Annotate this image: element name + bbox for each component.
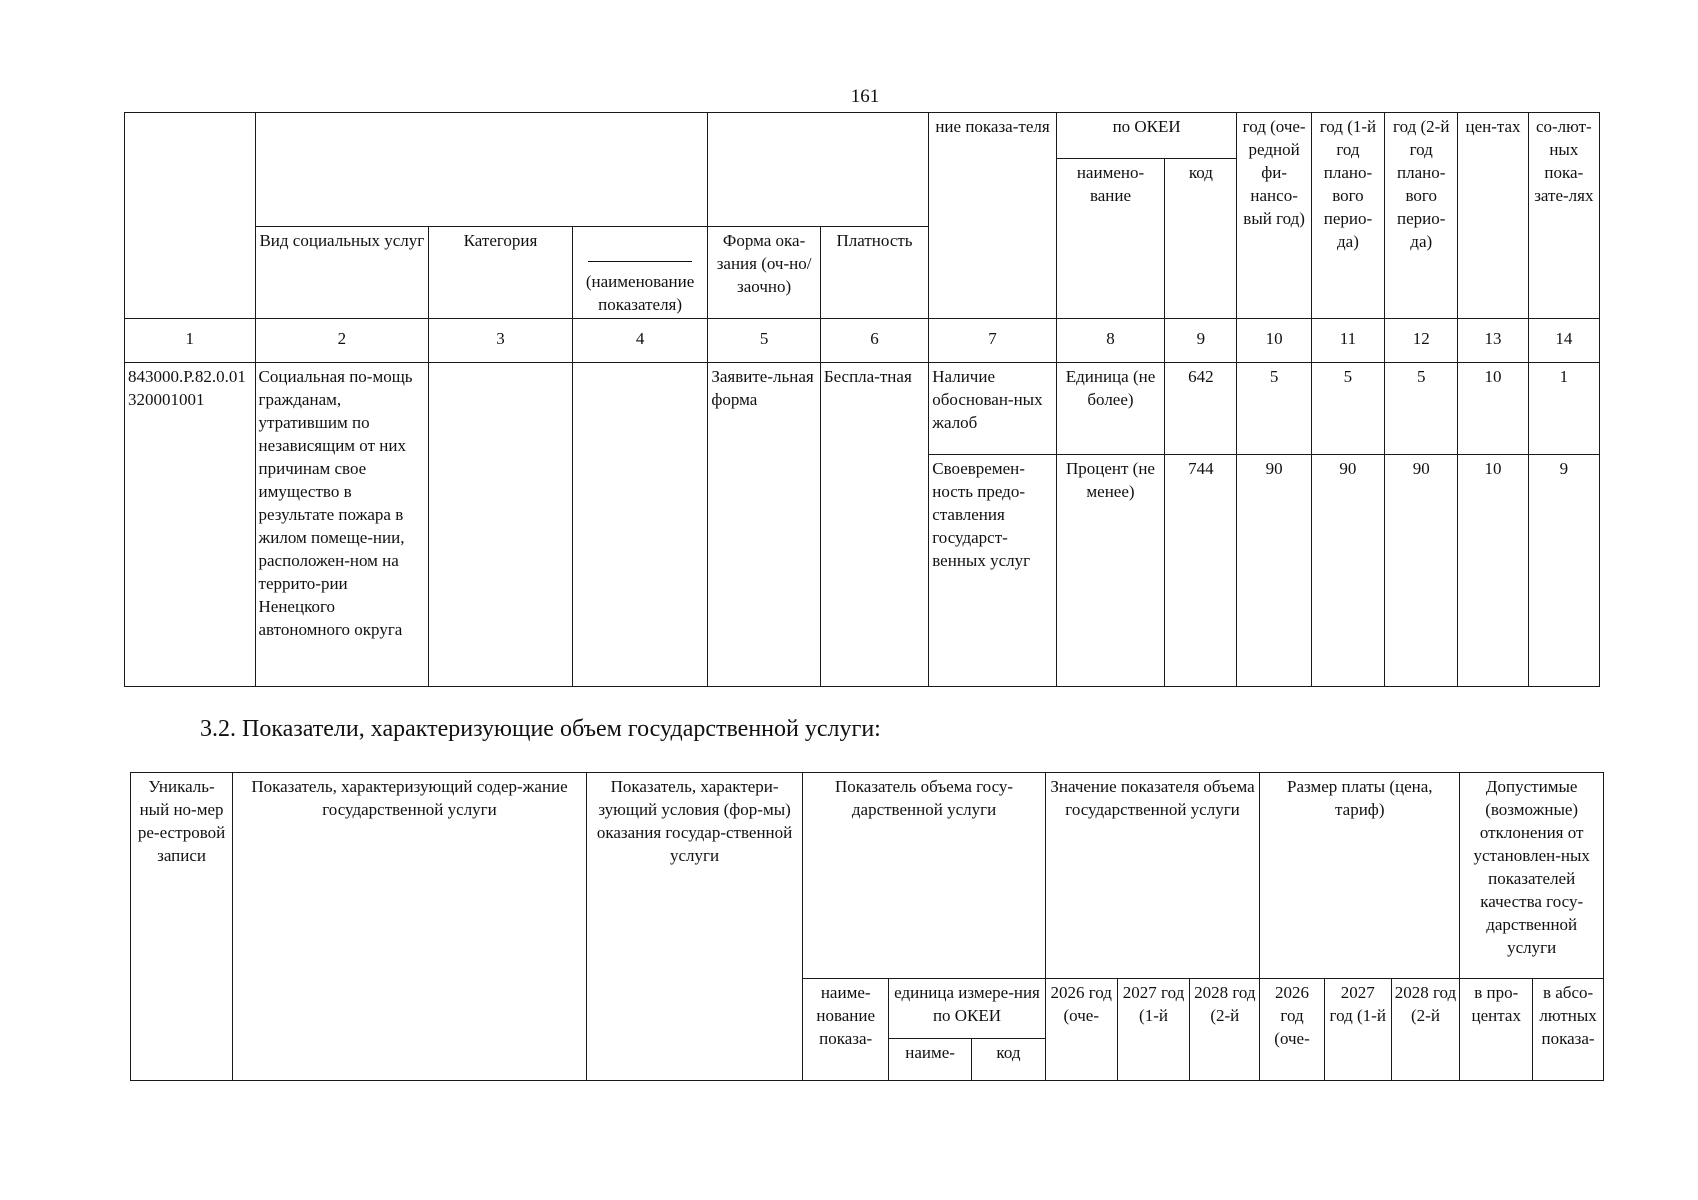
header-indicator-name: наиме-нование показа-: [803, 979, 889, 1081]
header-cell-conditions-group: [708, 113, 929, 227]
value-year-plan-1: 5: [1311, 363, 1384, 455]
header-okei-unit-code: код: [972, 1039, 1046, 1081]
header-deviations: Допустимые (возможные) отклонения от установлен-ных показателей качества госу-дарственной услуги: [1460, 773, 1604, 979]
col-number: 10: [1237, 319, 1311, 363]
blank-line: [588, 261, 692, 262]
header-payment: Платность: [820, 227, 928, 319]
header-content-indicator: Показатель, характеризующий содер-жание государственной услуги: [233, 773, 587, 1081]
header-service-type: Вид социальных услуг: [255, 227, 429, 319]
col-number: 14: [1528, 319, 1599, 363]
col-number: 13: [1458, 319, 1528, 363]
section-title: 3.2. Показатели, характеризующие объем государственной услуги:: [200, 716, 881, 742]
deviation-percent: 10: [1458, 363, 1528, 455]
col-number: 1: [125, 319, 256, 363]
header-year-plan-1: год (1-й год плано-вого перио-да): [1311, 113, 1384, 319]
value-year-plan-2: 5: [1385, 363, 1458, 455]
deviation-absolute: 9: [1528, 455, 1599, 687]
header-okei-unit: единица измере-ния по ОКЕИ: [889, 979, 1046, 1039]
header-category: Категория: [429, 227, 573, 319]
header-deviation-percent: цен-тах: [1458, 113, 1528, 319]
value-year-plan-1: 90: [1311, 455, 1384, 687]
registry-number: 843000.Р.82.0.01320001001: [125, 363, 256, 687]
deviation-absolute: 1: [1528, 363, 1599, 455]
volume-indicators-table: [130, 772, 1604, 1081]
header-indicator-placeholder: [572, 227, 708, 319]
header-indicator-name: ние показа-теля: [929, 113, 1057, 319]
header-okei-code: код: [1165, 159, 1237, 319]
category-cell: [429, 363, 573, 687]
col-number: 5: [708, 319, 820, 363]
header-year-plan-2: год (2-й год плано-вого перио-да): [1385, 113, 1458, 319]
header-year-current: год (оче-редной фи-нансо-вый год): [1237, 113, 1311, 319]
header-value-2027: 2027 год (1-й: [1117, 979, 1190, 1081]
unit-name: Процент (не менее): [1056, 455, 1164, 687]
value-year-current: 5: [1237, 363, 1311, 455]
header-indicator-placeholder-label: (наименование показателя): [585, 272, 695, 314]
header-value-2028: 2028 год (2-й: [1190, 979, 1260, 1081]
header-cell-empty: [125, 113, 256, 319]
col-number: 9: [1165, 319, 1237, 363]
column-number-row: [125, 319, 1600, 363]
col-number: 8: [1056, 319, 1164, 363]
service-payment: Беспла-тная: [820, 363, 928, 687]
header-conditions-indicator: Показатель, характери-зующий условия (фор-мы) оказания государ-ственной услуги: [586, 773, 802, 1081]
header-value-2026: 2026 год (оче-: [1045, 979, 1117, 1081]
header-deviation-absolute: со-лют-ных пока-зате-лях: [1528, 113, 1599, 319]
quality-indicators-table: [124, 112, 1600, 687]
page-number: 161: [850, 86, 880, 107]
header-okei-unit-name: наиме-: [889, 1039, 972, 1081]
header-okei-name: наимено-вание: [1056, 159, 1164, 319]
value-year-plan-2: 90: [1385, 455, 1458, 687]
indicator-name: Своевремен-ность предо-ставления государст-венных услуг: [929, 455, 1057, 687]
header-cell-content-group: [255, 113, 708, 227]
unit-name: Единица (не более): [1056, 363, 1164, 455]
header-volume-value: Значение показателя объема государственной услуги: [1045, 773, 1259, 979]
indicator-name: Наличие обоснован-ных жалоб: [929, 363, 1057, 455]
header-fee-2026: 2026 год (оче-: [1260, 979, 1325, 1081]
col-number: 12: [1385, 319, 1458, 363]
unit-code: 744: [1165, 455, 1237, 687]
col-number: 11: [1311, 319, 1384, 363]
header-registry-number: Уникаль-ный но-мер ре-естровой записи: [131, 773, 233, 1081]
col-number: 7: [929, 319, 1057, 363]
service-form: Заявите-льная форма: [708, 363, 820, 687]
header-fee-2027: 2027 год (1-й: [1324, 979, 1391, 1081]
table-row: [125, 363, 1600, 455]
header-fee: Размер платы (цена, тариф): [1260, 773, 1460, 979]
header-volume-indicator: Показатель объема госу-дарственной услуги: [803, 773, 1046, 979]
header-deviation-absolute: в абсо-лютных показа-: [1533, 979, 1604, 1081]
indicator-name-cell: [572, 363, 708, 687]
unit-code: 642: [1165, 363, 1237, 455]
col-number: 4: [572, 319, 708, 363]
deviation-percent: 10: [1458, 455, 1528, 687]
service-type: Социальная по-мощь гражданам, утратившим по независящим от них причинам свое имущество в результате пожара в жилом помеще-нии, расположен-ном на террито-рии Ненецкого автономного округа: [255, 363, 429, 687]
col-number: 3: [429, 319, 573, 363]
value-year-current: 90: [1237, 455, 1311, 687]
col-number: 6: [820, 319, 928, 363]
header-deviation-percent: в про-центах: [1460, 979, 1533, 1081]
col-number: 2: [255, 319, 429, 363]
header-okei: по ОКЕИ: [1056, 113, 1237, 159]
header-form: Форма ока-зания (оч-но/заочно): [708, 227, 820, 319]
header-fee-2028: 2028 год (2-й: [1391, 979, 1460, 1081]
